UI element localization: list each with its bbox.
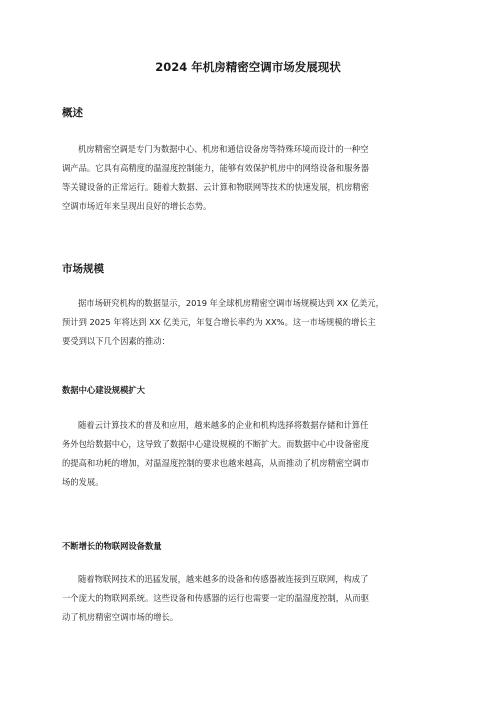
paragraph-line: 要受到以下几个因素的推动： [62, 335, 170, 346]
paragraph-line: 随着云计算技术的普及和应用，越来越多的企业和机构选择将数据存储和计算任 [78, 420, 369, 430]
paragraph-line: 调产品。它具有高精度的温湿度控制能力，能够有效保护机房中的网络设备和服务器 [62, 162, 369, 173]
page-title: 2024 年机房精密空调市场发展现状 [155, 60, 341, 74]
paragraph-line: 务外包给数据中心，这导致了数据中心建设规模的不断扩大。而数据中心中设备密度 [62, 438, 369, 449]
section-heading-overview: 概述 [62, 107, 83, 119]
paragraph-line: 场的发展。 [62, 476, 104, 487]
paragraph-line: 等关键设备的正常运行。随着大数据、云计算和物联网等技术的快速发展，机房精密 [62, 181, 369, 192]
paragraph-line: 空调市场近年来呈现出良好的增长态势。 [62, 200, 212, 211]
subsection-heading-iot: 不断增长的物联网设备数量 [62, 541, 162, 551]
paragraph-line: 据市场研究机构的数据显示，2019 年全球机房精密空调市场规模达到 XX 亿美元， [78, 298, 384, 308]
market-size-paragraph [62, 294, 440, 351]
paragraph-line: 一个庞大的物联网系统。这些设备和传感器的运行也需要一定的温湿度控制，从而驱 [62, 592, 369, 603]
paragraph-line: 动了机房精密空调市场的增长。 [62, 611, 179, 622]
paragraph-line: 机房精密空调是专门为数据中心、机房和通信设备房等特殊环境而设计的一种空 [78, 144, 369, 154]
paragraph-line: 随着物联网技术的迅猛发展，越来越多的设备和传感器被连接到互联网，构成了 [78, 574, 369, 584]
paragraph-line: 预计到 2025 年将达到 XX 亿美元，年复合增长率约为 XX%。这一市场规模的增长主 [62, 316, 376, 327]
datacenter-paragraph [62, 416, 440, 492]
iot-paragraph [62, 570, 440, 627]
subsection-heading-datacenter: 数据中心建设规模扩大 [62, 385, 145, 395]
paragraph-line: 的提高和功耗的增加，对温湿度控制的要求也越来越高，从而推动了机房精密空调市 [62, 457, 369, 468]
overview-paragraph [62, 140, 440, 216]
section-heading-market-size: 市场规模 [62, 263, 104, 275]
